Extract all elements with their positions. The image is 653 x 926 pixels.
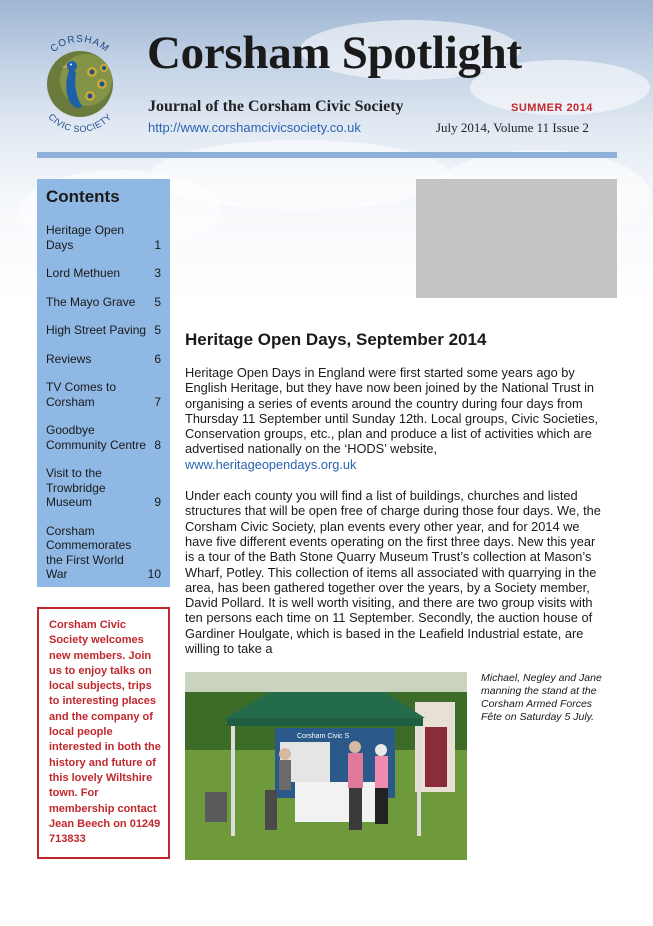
logo-top-text: CORSHAM (48, 34, 112, 55)
website-link[interactable]: http://www.corshamcivicsociety.co.uk (148, 120, 361, 135)
contents-panel (37, 179, 170, 587)
contents-item-title: Heritage Open Days (46, 223, 125, 252)
contents-item-title: Visit to the Trowbridge Museum (46, 466, 106, 509)
contents-item-title: High Street Paving (46, 323, 147, 337)
masthead-subtitle: Journal of the Corsham Civic Society (148, 98, 404, 115)
logo-bottom-text: CIVIC SOCIETY (46, 111, 114, 135)
contents-item-title: Reviews (46, 351, 92, 366)
contents-item-page: 5 (154, 323, 161, 337)
contents-item-page: 5 (154, 294, 161, 309)
contents-item-page: 9 (154, 495, 161, 509)
society-logo (30, 28, 130, 140)
contents-item-page: 1 (154, 237, 161, 252)
membership-box (37, 607, 170, 859)
contents-item[interactable] (46, 380, 161, 409)
contents-item[interactable] (46, 466, 161, 510)
contents-item[interactable] (46, 266, 161, 281)
article-paragraph: Under each county you will find a list of buildings, churches and listed structures that will be open free of charge during those four days. We, the Corsham Civic Society, plan events every other year, and for 2014 we have five different events operating on the first three days. New this year is a tour of the Bath Stone Quarry Museum Trust’s collection at Mason’s Wharf, Potley. This collection of items all associated with quarrying in the area, has been gathered together over the years, by a Society member, David Pollard. It is well worth visiting, and there are two group visits with ten persons each time on 11 September. Secondly, the auction house of Gardiner Houlgate, which is based in the Leafield Industrial estate, are willing to take a (185, 488, 601, 657)
contents-item-title: TV Comes to Corsham (46, 380, 117, 409)
image-placeholder (416, 179, 617, 298)
contents-item-page: 10 (147, 567, 161, 581)
season-label: SUMMER 2014 (511, 102, 593, 114)
contents-item-page: 7 (154, 394, 161, 409)
banner-text: Corsham Civic S (297, 733, 350, 740)
contents-item[interactable] (46, 295, 161, 310)
contents-heading: Contents (46, 187, 120, 206)
contents-item-page: 8 (154, 437, 161, 452)
stand-photo (185, 672, 467, 860)
article-paragraph (185, 365, 605, 472)
contents-list (46, 223, 161, 582)
masthead-title: Corsham Spotlight (147, 27, 522, 79)
contents-item[interactable] (46, 423, 161, 452)
contents-item[interactable] (46, 323, 161, 338)
contents-item[interactable] (46, 352, 161, 367)
paragraph-text: Heritage Open Days in England were first started some years ago by English Heritage, but they have now been joined by the National Trust in organising a series of events around the country during four days from Thursday 11 September until Sunday 12th. Local groups, Civic Societies, Conservation groups, etc., plan and produce a list of activities which are advertised nationally on the ‘HODS’ website, (185, 365, 599, 457)
membership-text: Corsham Civic Society welcomes new members. Join us to enjoy talks on local subjects, trips to interesting places and the company of local people interested in both the history and future of this lovely Wiltshire town. For membership contact Jean Beech on 01249 713833 (49, 619, 161, 846)
contents-item[interactable] (46, 524, 161, 582)
contents-item-title: The Mayo Grave (46, 294, 136, 309)
contents-item[interactable] (46, 223, 161, 252)
hods-website-link[interactable]: www.heritageopendays.org.uk (185, 456, 357, 472)
header-divider (37, 152, 617, 158)
article-headline: Heritage Open Days, September 2014 (185, 330, 487, 349)
contents-item-title: Goodbye Community Centre (46, 423, 147, 452)
contents-item-page: 3 (154, 266, 161, 280)
issue-info: July 2014, Volume 11 Issue 2 (436, 120, 589, 135)
contents-item-page: 6 (154, 351, 161, 366)
contents-item-title: Corsham Commemorates the First World War (46, 523, 132, 581)
article-body (185, 365, 605, 672)
contents-item-title: Lord Methuen (46, 266, 121, 280)
photo-caption: Michael, Negley and Jane manning the stand at the Corsham Armed Forces Fête on Saturday 5 July. (481, 672, 602, 723)
